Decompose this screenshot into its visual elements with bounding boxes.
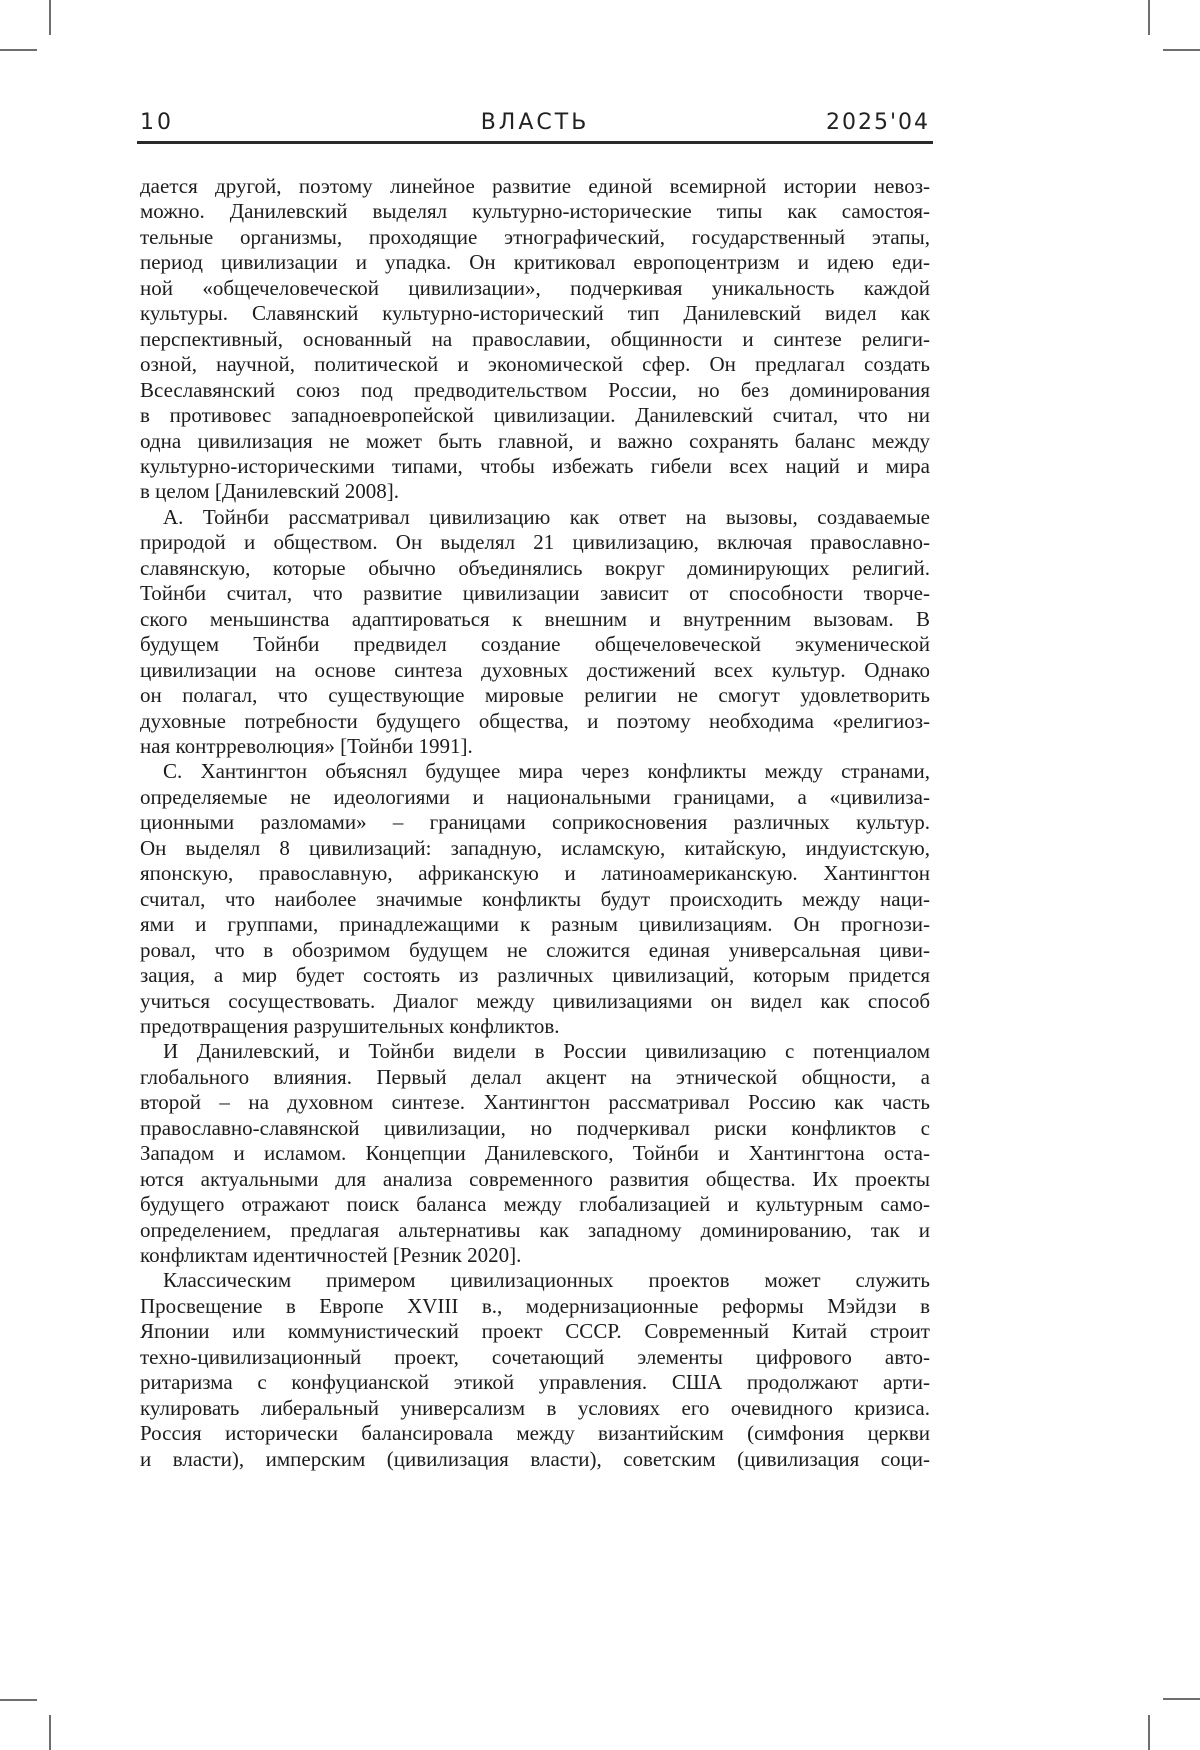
text-line: он полагал, что существующие мировые религии не смогут удовлетворить — [140, 683, 930, 708]
text-line: Всеславянский союз под предводительством России, но без доминирования — [140, 377, 930, 402]
crop-mark-top-left-horizontal — [0, 49, 37, 51]
journal-title: ВЛАСТЬ — [480, 110, 590, 135]
text-line: глобального влияния. Первый делал акцент на этнической общности, а — [140, 1064, 930, 1089]
text-line: определяемые не идеологиями и национальными границами, а «цивилиза- — [140, 784, 930, 809]
article-body — [140, 174, 930, 1472]
text-line: техно-цивилизационный проект, сочетающий элементы цифрового авто- — [140, 1344, 930, 1369]
page-number: 10 — [140, 110, 174, 135]
crop-mark-top-right-horizontal — [1163, 49, 1200, 51]
text-line: Он выделял 8 цивилизаций: западную, исламскую, китайскую, индуистскую, — [140, 835, 930, 860]
text-line: И Данилевский, и Тойнби видели в России цивилизацию с потенциалом — [163, 1039, 930, 1064]
issue-number: 2025'04 — [825, 110, 930, 135]
header-rule — [137, 141, 933, 144]
text-line: будущего отражают поиск баланса между глобализацией и культурным само- — [140, 1192, 930, 1217]
text-line: Классическим примером цивилизационных проектов может служить — [163, 1268, 930, 1293]
text-line: природой и обществом. Он выделял 21 цивилизацию, включая православно- — [140, 530, 930, 555]
text-line: конфликтам идентичностей [Резник 2020]. — [140, 1243, 522, 1268]
text-line: период цивилизации и упадка. Он критиковал европоцентризм и идею еди- — [140, 250, 930, 275]
text-line: второй – на духовном синтезе. Хантингтон рассматривал Россию как часть — [140, 1090, 930, 1115]
crop-mark-bottom-left-vertical — [49, 1715, 51, 1750]
text-line: ровал, что в обозримом будущем не сложится единая универсальная циви- — [140, 937, 930, 962]
text-line: считал, что наиболее значимые конфликты будут происходить между наци- — [140, 886, 930, 911]
text-line: в целом [Данилевский 2008]. — [140, 479, 400, 504]
text-line: С. Хантингтон объяснял будущее мира через конфликты между странами, — [163, 759, 930, 784]
crop-mark-bottom-right-horizontal — [1163, 1698, 1200, 1700]
crop-mark-top-left-vertical — [49, 0, 51, 35]
text-line: кулировать либеральный универсализм в условиях его очевидного кризиса. — [140, 1395, 930, 1420]
text-line: культурно-историческими типами, чтобы избежать гибели всех наций и мира — [140, 453, 930, 478]
text-line: будущем Тойнби предвидел создание общечеловеческой экуменической — [140, 632, 930, 657]
text-line: японскую, православную, африканскую и латиноамериканскую. Хантингтон — [140, 861, 930, 886]
text-line: Россия исторически балансировала между византийским (симфония церкви — [140, 1421, 930, 1446]
text-line: ями и группами, принадлежащими к разным цивилизациям. Он прогнози- — [140, 912, 930, 937]
text-line: цивилизации на основе синтеза духовных достижений всех культур. Однако — [140, 657, 930, 682]
text-line: тельные организмы, проходящие этнографический, государственный этапы, — [140, 224, 930, 249]
text-line: озной, научной, политической и экономической сфер. Он предлагал создать — [140, 352, 930, 377]
text-line: зация, а мир будет состоять из различных цивилизаций, которым придется — [140, 963, 930, 988]
text-line: культуры. Славянский культурно-исторический тип Данилевский видел как — [140, 301, 930, 326]
text-line: А. Тойнби рассматривал цивилизацию как ответ на вызовы, создаваемые — [163, 504, 930, 529]
crop-mark-top-right-vertical — [1148, 0, 1150, 35]
text-line: Японии или коммунистический проект СССР. Современный Китай строит — [140, 1319, 930, 1344]
crop-mark-bottom-right-vertical — [1148, 1715, 1150, 1750]
text-line: учиться сосуществовать. Диалог между цивилизациями он видел как способ — [140, 988, 930, 1013]
crop-mark-bottom-left-horizontal — [0, 1699, 37, 1701]
text-line: перспективный, основанный на православии, общинности и синтезе религи- — [140, 326, 930, 351]
text-line: предотвращения разрушительных конфликтов. — [140, 1013, 560, 1038]
text-line: дается другой, поэтому линейное развитие единой всемирной истории невоз- — [140, 174, 930, 198]
text-line: в противовес западноевропейской цивилизации. Данилевский считал, что ни — [140, 403, 930, 428]
text-line: Просвещение в Европе XVIII в., модернизационные реформы Мэйдзи в — [140, 1293, 930, 1318]
text-line: одна цивилизация не может быть главной, и важно сохранять баланс между — [140, 428, 930, 453]
text-line: ная контрреволюция» [Тойнби 1991]. — [140, 733, 473, 758]
text-line: ритаризма с конфуцианской этикой управления. США продолжают арти- — [140, 1370, 930, 1395]
text-line: ского меньшинства адаптироваться к внешним и внутренним вызовам. В — [140, 606, 930, 631]
running-head — [140, 110, 930, 135]
text-line: духовные потребности будущего общества, и поэтому необходима «религиоз- — [140, 708, 930, 733]
text-line: определением, предлагая альтернативы как западному доминированию, так и — [140, 1217, 930, 1242]
text-line: Тойнби считал, что развитие цивилизации зависит от способности творче- — [140, 581, 930, 606]
text-line: ционными разломами» – границами соприкосновения различных культур. — [140, 810, 930, 835]
text-line: и власти), имперским (цивилизация власти), советским (цивилизация соци- — [140, 1446, 930, 1471]
text-line: славянскую, которые обычно объединялись вокруг доминирующих религий. — [140, 555, 930, 580]
text-line: ной «общечеловеческой цивилизации», подчеркивая уникальность каждой — [140, 275, 930, 300]
text-line: ются актуальными для анализа современного развития общества. Их проекты — [140, 1166, 930, 1191]
text-line: Западом и исламом. Концепции Данилевского, Тойнби и Хантингтона оста- — [140, 1141, 930, 1166]
text-line: православно-славянской цивилизации, но подчеркивал риски конфликтов с — [140, 1115, 930, 1140]
text-line: можно. Данилевский выделял культурно-исторические типы как самостоя- — [140, 199, 930, 224]
